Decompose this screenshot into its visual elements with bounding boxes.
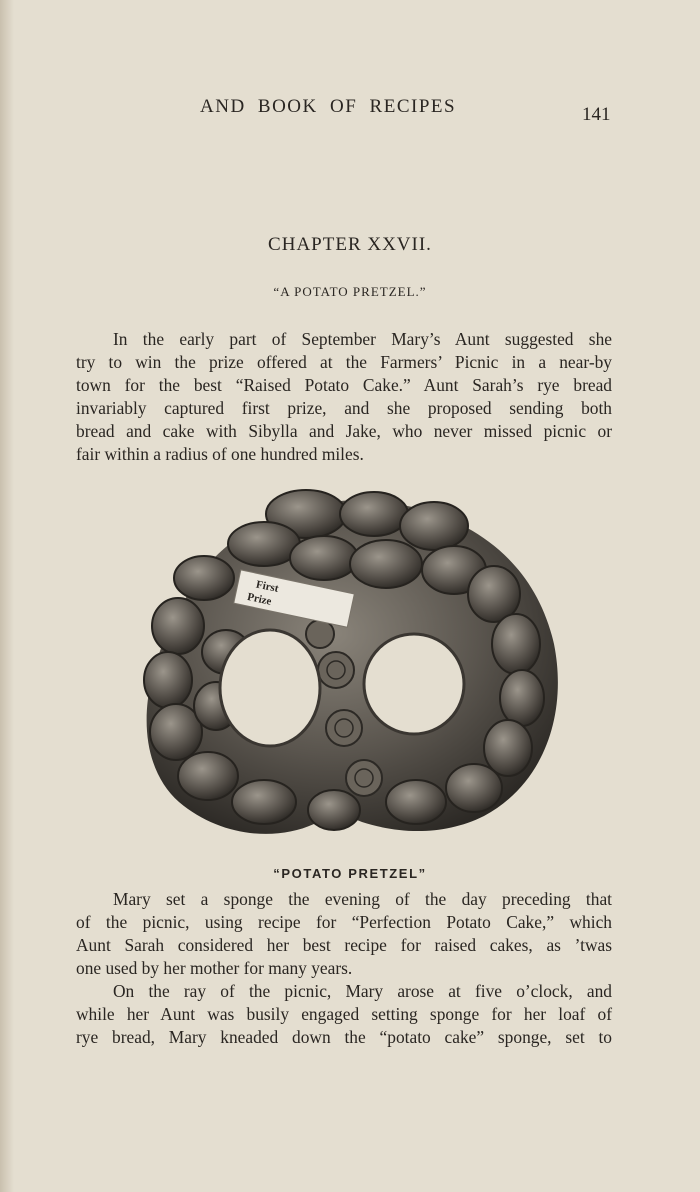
paragraph-line: invariably captured first prize, and she proposed sending both	[76, 398, 612, 418]
page-number: 141	[582, 104, 611, 125]
paragraph-line: In the early part of September Mary’s Aunt suggested she	[113, 329, 612, 349]
paragraph-line: try to win the prize offered at the Farmers’ Picnic in a near-by	[76, 352, 612, 372]
paragraph-line: bread and cake with Sibylla and Jake, who never missed picnic or	[76, 421, 612, 441]
paragraph-line: town for the best “Raised Potato Cake.” Aunt Sarah’s rye bread	[76, 375, 612, 395]
paragraph-line: Mary set a sponge the evening of the day preceding that	[113, 889, 612, 909]
figure-caption: “POTATO PRETZEL”	[273, 866, 427, 881]
paragraph-line: fair within a radius of one hundred miles.	[76, 444, 364, 464]
paragraph-line: rye bread, Mary kneaded down the “potato cake” sponge, set to	[76, 1027, 612, 1047]
pretzel-illustration	[124, 484, 564, 844]
prize-label-line-1: First	[254, 578, 280, 595]
chapter-subtitle: “A POTATO PRETZEL.”	[273, 284, 427, 299]
prize-label-line-2: Prize	[246, 590, 273, 608]
paragraph-line: one used by her mother for many years.	[76, 958, 353, 978]
paragraph-line: On the ray of the picnic, Mary arose at five o’clock, and	[113, 981, 612, 1001]
chapter-title: CHAPTER XXVII.	[268, 234, 432, 255]
page-gutter-shadow	[0, 0, 14, 1192]
paragraph-intro	[76, 328, 612, 466]
potato-pretzel-photograph	[124, 484, 564, 844]
paragraph-line: of the picnic, using recipe for “Perfection Potato Cake,” which	[76, 912, 612, 932]
paragraph-sponge	[76, 888, 612, 980]
running-head: AND BOOK OF RECIPES	[200, 96, 457, 117]
paragraph-picnic-day	[76, 980, 612, 1049]
paragraph-line: while her Aunt was busily engaged setting sponge for her loaf of	[76, 1004, 612, 1024]
paragraph-line: Aunt Sarah considered her best recipe for raised cakes, as ’twas	[76, 935, 612, 955]
